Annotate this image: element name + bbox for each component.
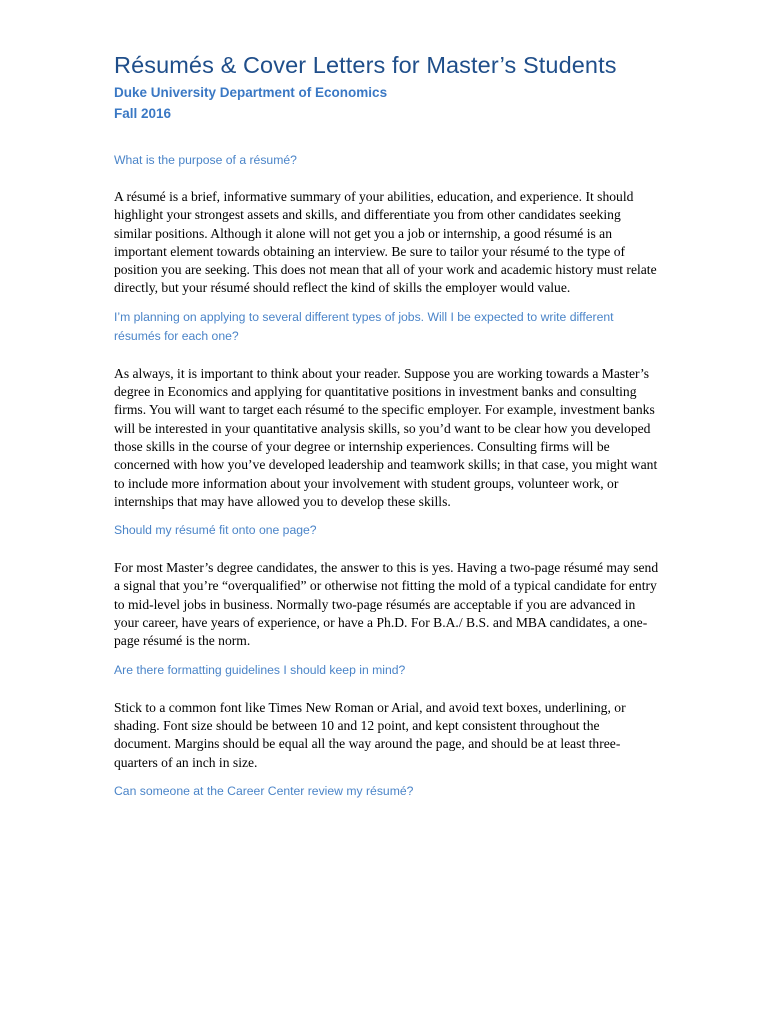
section-heading-page-length: Should my résumé fit onto one page? xyxy=(114,523,317,538)
section-heading-formatting: Are there formatting guidelines I should keep in mind? xyxy=(114,662,406,677)
section-body-multiple-resumes: As always, it is important to think about your reader. Suppose you are working towards a Master’s degree in Economics and applying for quantitative positions in investment banks and consulting firms. You will want to target each résumé to the specific employer. For example, investment banks will be interested in your quantitative analysis skills, so you’d want to be clear how you developed those skills in the course of your degree or internship experiences. Consulting firms will be concerned with how you’ve developed leadership and teamwork skills; in that case, you might want to include more information about your involvement with student groups, volunteer work, or internships that may have allowed you to develop these skills. xyxy=(114,365,658,509)
section-body-page-length: For most Master’s degree candidates, the answer to this is yes. Having a two-page résumé may send a signal that you’re “overqualified” or otherwise not fitting the mold of a typical candidate for entry to mid-level jobs in business. Normally two-page résumés are acceptable if you are advanced in your career, have years of experience, or have a Ph.D. For B.A./ B.S. and MBA candidates, a one-page résumé is the norm. xyxy=(114,560,659,649)
document-title: Résumés & Cover Letters for Master’s Students xyxy=(114,52,617,78)
department-name: Duke University Department of Economics xyxy=(114,85,388,100)
section-body-formatting: Stick to a common font like Times New Roman or Arial, and avoid text boxes, underlining, or shading. Font size should be between 10 and 12 point, and kept consistent throughout the document. Margins should be equal all the way around the page, and should be at least three-quarters of an inch in size. xyxy=(114,699,626,770)
term-label: Fall 2016 xyxy=(114,106,172,121)
section-heading-purpose: What is the purpose of a résumé? xyxy=(114,153,297,167)
document-content xyxy=(114,50,659,801)
section-heading-career-center: Can someone at the Career Center review my résumé? xyxy=(114,783,414,798)
section-body-purpose: A résumé is a brief, informative summary of your abilities, education, and experience. It should highlight your strongest assets and skills, and differentiate you from other candidates seeking similar positions. Although it alone will not get you a job or internship, a good résumé is an important element towards obtaining an interview. Be sure to tailor your résumé to the type of position you are seeking. This does not mean that all of your work and academic history must relate directly, but your résumé should reflect the kind of skills the employer would value. xyxy=(114,189,657,296)
section-heading-multiple-resumes: I’m planning on applying to several different types of jobs. Will I be expected to write different résumés for each one? xyxy=(114,309,614,343)
